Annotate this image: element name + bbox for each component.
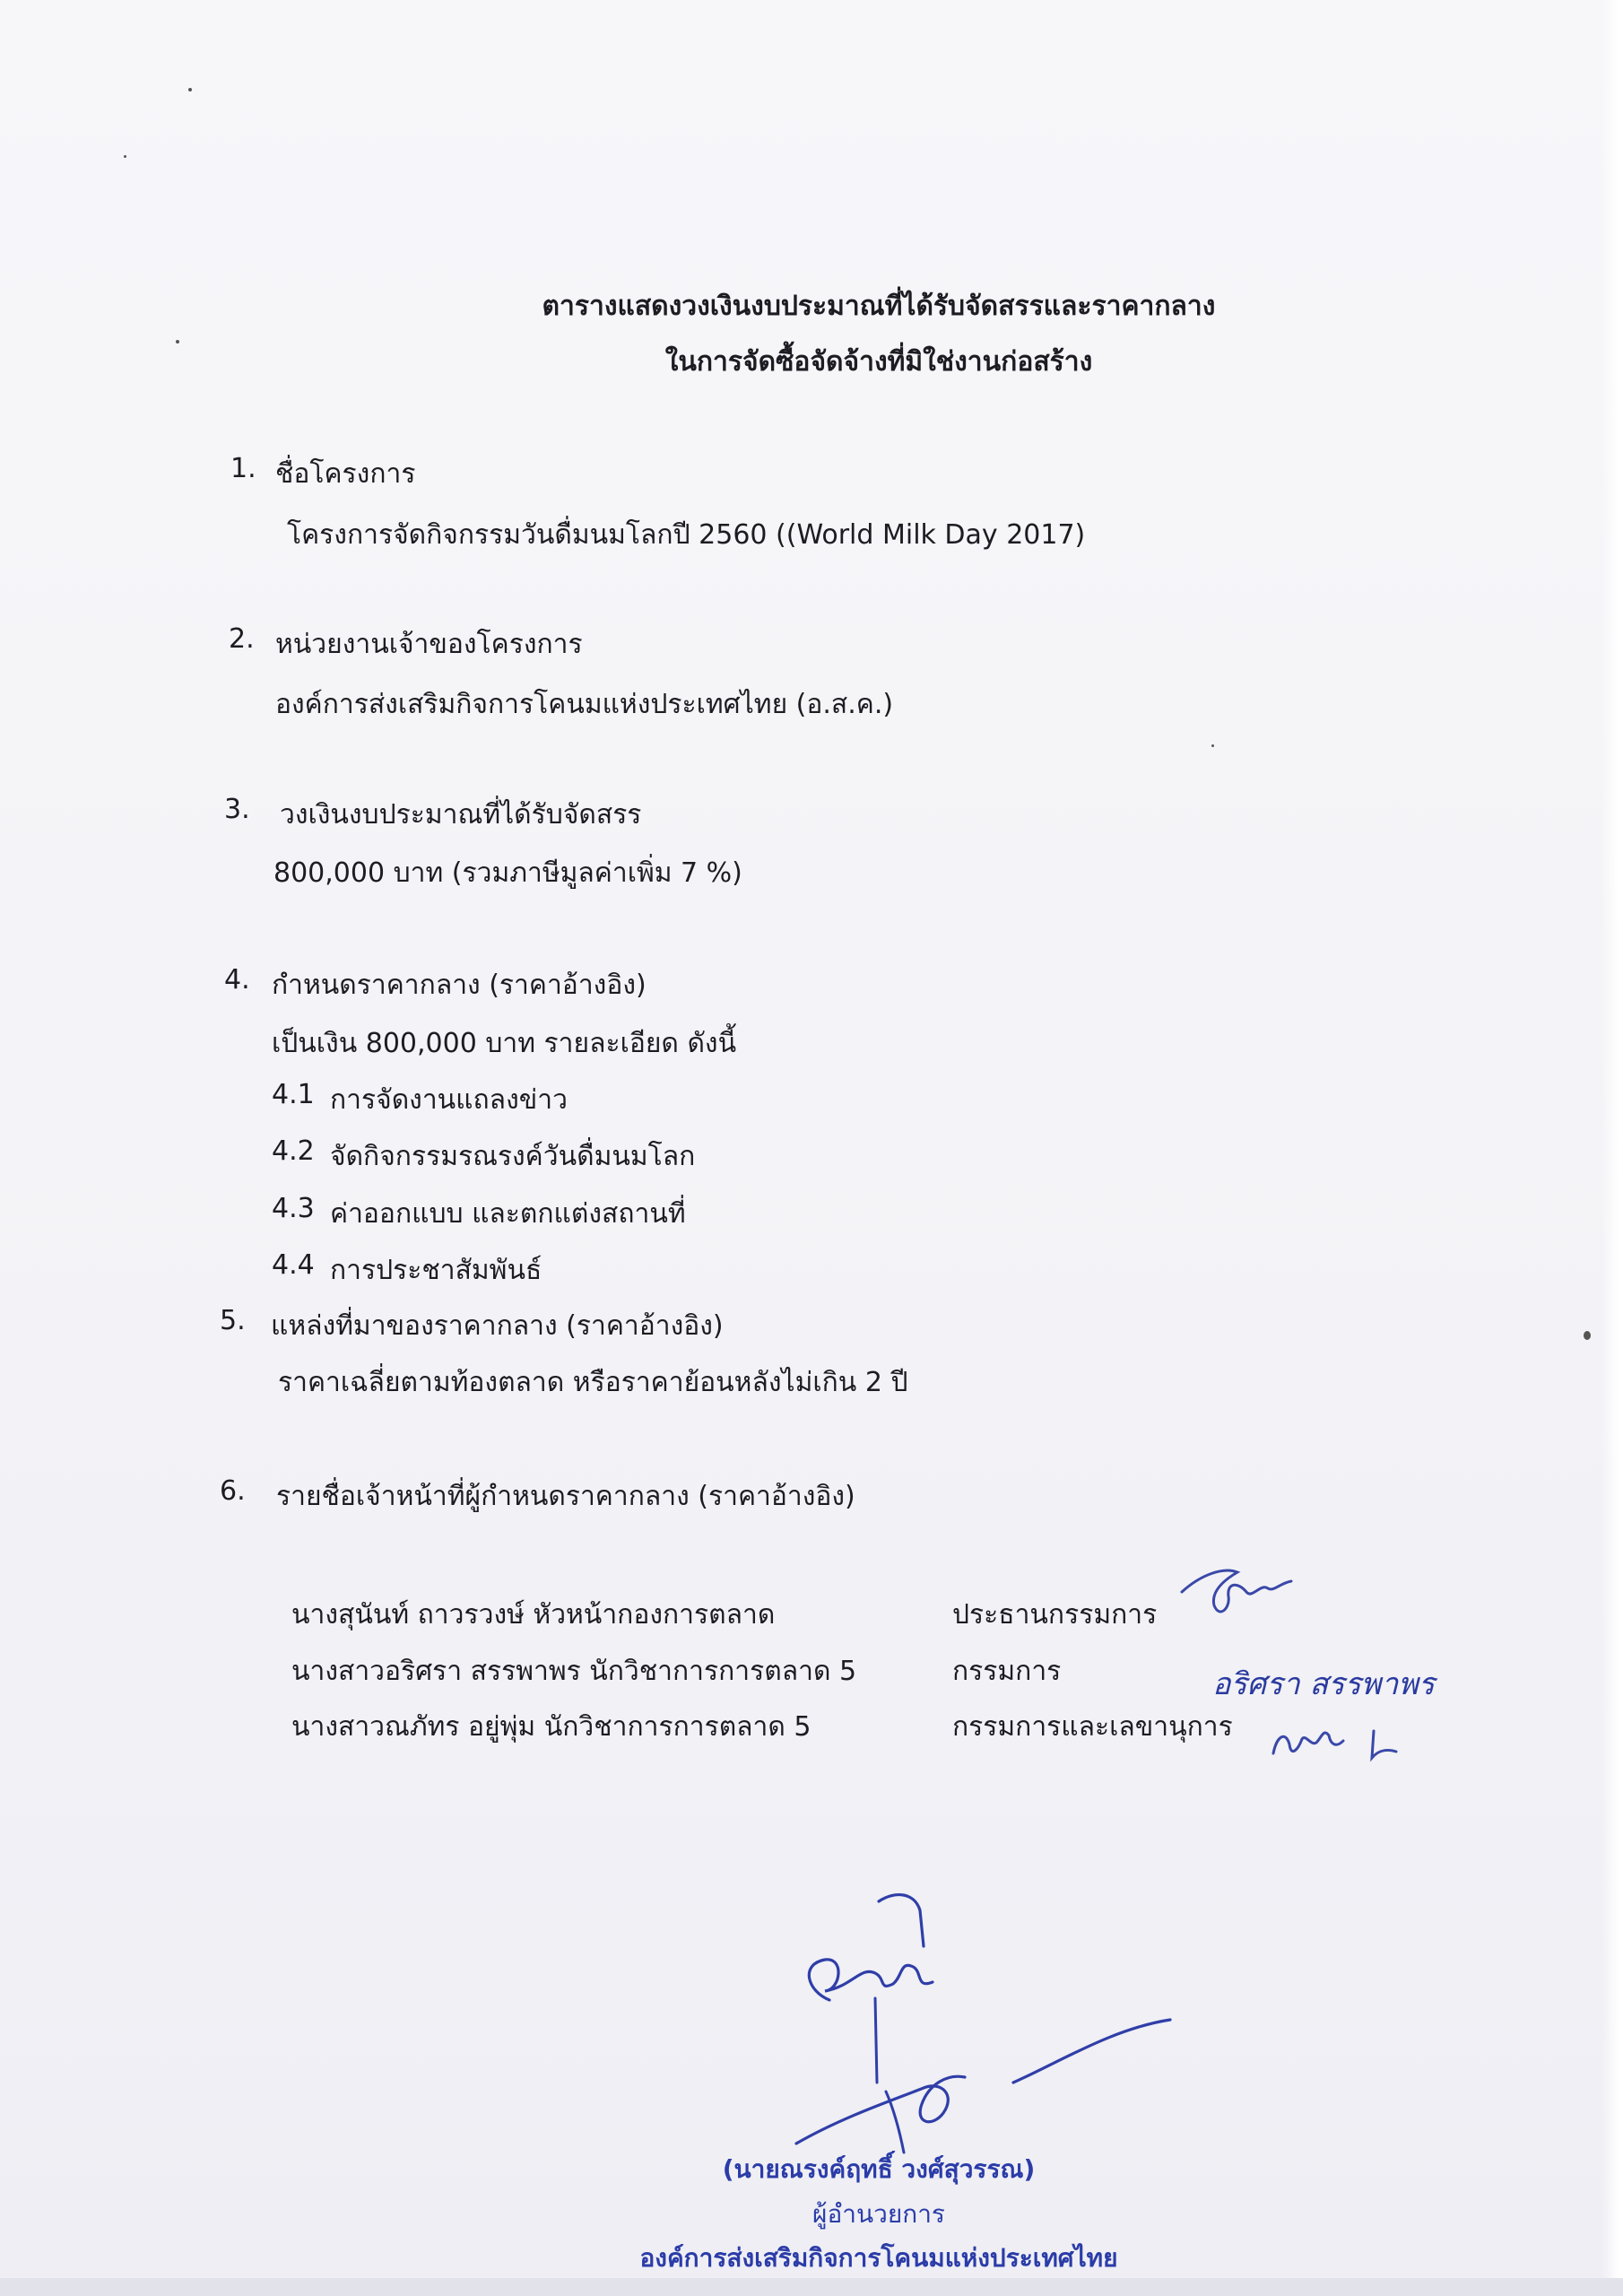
section-heading: รายชื่อเจ้าหน้าที่ผู้กำหนดราคากลาง (ราคาอ้างอิง) xyxy=(276,1481,855,1512)
scan-speck xyxy=(1211,744,1214,747)
signature-director xyxy=(789,1883,1184,2179)
subitem-number: 4.2 xyxy=(272,1135,315,1167)
scan-speck xyxy=(188,88,192,91)
signature-member: อริศรา สรรพาพร xyxy=(1212,1666,1435,1702)
section-heading: แหล่งที่มาของราคากลาง (ราคาอ้างอิง) xyxy=(271,1310,724,1342)
scan-speck xyxy=(176,340,179,344)
document-title-line1: ตารางแสดงวงเงินงบประมาณที่ได้รับจัดสรรและราคากลาง xyxy=(542,291,1216,322)
subitem-text: การจัดงานแถลงข่าว xyxy=(330,1084,568,1116)
section-body: 800,000 บาท (รวมภาษีมูลค่าเพิ่ม 7 %) xyxy=(273,857,742,889)
section-number: 4. xyxy=(224,964,250,996)
section-number: 5. xyxy=(220,1305,246,1336)
section-body: ราคาเฉลี่ยตามท้องตลาด หรือราคาย้อนหลังไม่เกิน 2 ปี xyxy=(278,1367,908,1398)
subitem-number: 4.1 xyxy=(272,1079,315,1110)
committee-member-name: นางสาวอริศรา สรรพาพร นักวิชาการการตลาด 5 xyxy=(291,1656,857,1687)
section-number: 2. xyxy=(229,623,255,655)
section-body: เป็นเงิน 800,000 บาท รายละเอียด ดังนี้ xyxy=(272,1028,737,1059)
subitem-text: ค่าออกแบบ และตกแต่งสถานที่ xyxy=(330,1198,686,1230)
section-number: 6. xyxy=(220,1475,246,1507)
director-position: ผู้อำนวยการ xyxy=(812,2199,945,2229)
committee-member-role: กรรมการ xyxy=(952,1656,1062,1687)
section-body: องค์การส่งเสริมกิจการโคนมแห่งประเทศไทย (อ.ส.ค.) xyxy=(275,689,894,720)
subitem-number: 4.4 xyxy=(272,1249,315,1281)
director-organization: องค์การส่งเสริมกิจการโคนมแห่งประเทศไทย xyxy=(639,2243,1118,2273)
committee-member-role: กรรมการและเลขานุการ xyxy=(952,1711,1233,1743)
section-heading: วงเงินงบประมาณที่ได้รับจัดสรร xyxy=(280,799,642,831)
scan-speck xyxy=(1584,1331,1591,1340)
section-heading: หน่วยงานเจ้าของโครงการ xyxy=(275,629,583,660)
committee-member-name: นางสุนันท์ ถาวรวงษ์ หัวหน้ากองการตลาด xyxy=(291,1599,776,1631)
signature-secretary xyxy=(1266,1709,1428,1771)
page-edge xyxy=(0,2278,1623,2296)
committee-member-name: นางสาวณภัทร อยู่พุ่ม นักวิชาการการตลาด 5 xyxy=(291,1711,812,1743)
section-body: โครงการจัดกิจกรรมวันดื่มนมโลกปี 2560 ((World Milk Day 2017) xyxy=(287,519,1086,551)
document-title-line2: ในการจัดซื้อจัดจ้างที่มิใช่งานก่อสร้าง xyxy=(664,346,1093,378)
director-name: (นายณรงค์ฤทธิ์ วงศ์สุวรรณ) xyxy=(722,2154,1036,2184)
section-heading: กำหนดราคากลาง (ราคาอ้างอิง) xyxy=(272,970,647,1001)
signature-chair xyxy=(1175,1556,1309,1628)
section-heading: ชื่อโครงการ xyxy=(275,458,416,490)
scan-speck xyxy=(124,155,126,158)
section-number: 1. xyxy=(230,453,256,484)
subitem-text: การประชาสัมพันธ์ xyxy=(330,1255,542,1286)
subitem-text: จัดกิจกรรมรณรงค์วันดื่มนมโลก xyxy=(330,1141,696,1172)
section-number: 3. xyxy=(224,794,250,825)
committee-member-role: ประธานกรรมการ xyxy=(952,1599,1158,1631)
subitem-number: 4.3 xyxy=(272,1193,315,1224)
page-edge xyxy=(1601,0,1623,2296)
